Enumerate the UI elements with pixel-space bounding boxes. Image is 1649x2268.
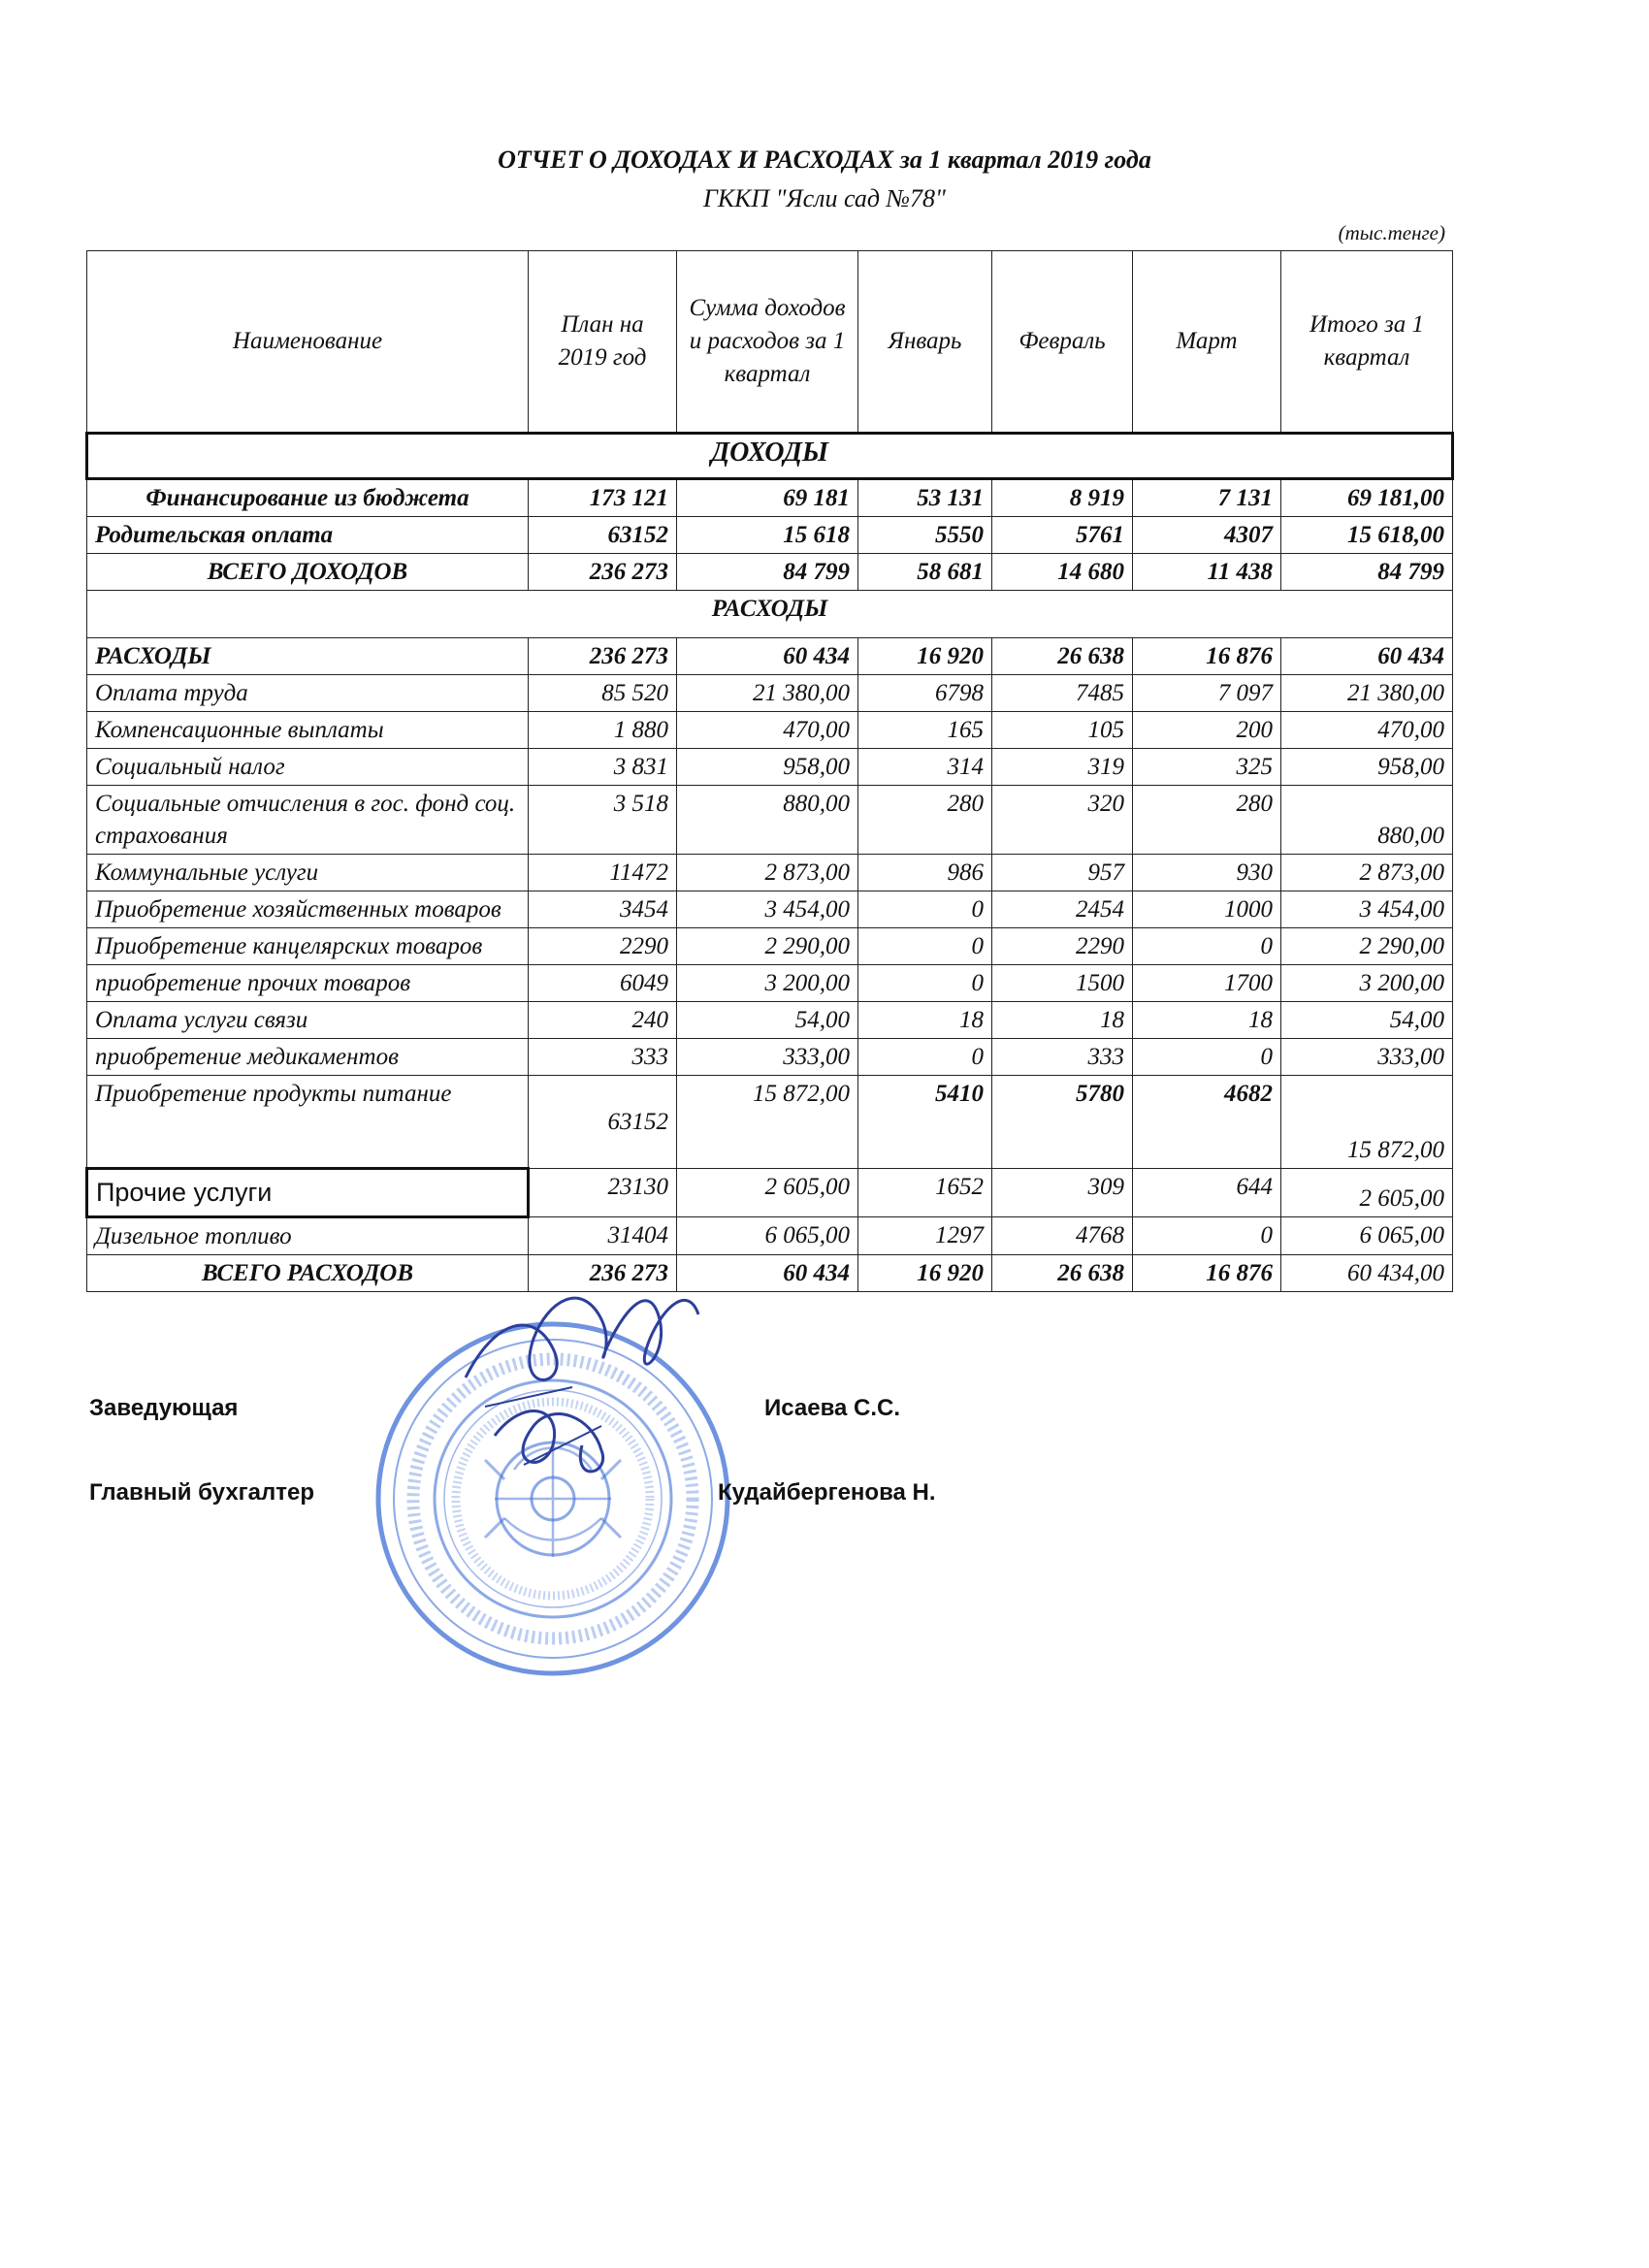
table-row [87,855,1453,891]
cell: 200 [1133,712,1281,749]
cell: 15 618,00 [1281,517,1453,554]
row-label: Приобретение хозяйственных товаров [87,891,529,928]
organization-name: ГККП "Ясли сад №78" [703,184,946,212]
row-label: Оплата услуги связи [87,1002,529,1039]
cell: 2454 [992,891,1133,928]
table-row [87,1169,1453,1217]
head-name-label: Исаева С.С. [764,1395,901,1421]
cell: 7 097 [1133,675,1281,712]
table-row [87,675,1453,712]
cell: 1652 [858,1169,992,1217]
table-row [87,712,1453,749]
row-label: приобретение прочих товаров [87,965,529,1002]
cell: 325 [1133,749,1281,786]
cell: 6 065,00 [1281,1217,1453,1255]
report-table [85,250,1454,1292]
row-label: Родительская оплата [87,517,529,554]
cell: 958,00 [1281,749,1453,786]
cell: 880,00 [1281,786,1453,855]
cell: 958,00 [677,749,858,786]
col-header-quarter-sum: Сумма доходов и расходов за 1 квартал [677,251,858,434]
cell: 333,00 [1281,1039,1453,1076]
row-label: Приобретение канцелярских товаров [87,928,529,965]
cell: 0 [858,891,992,928]
row-label: ВСЕГО РАСХОДОВ [87,1255,529,1292]
cell: 333 [529,1039,677,1076]
cell: 54,00 [677,1002,858,1039]
cell: 8 919 [992,479,1133,517]
table-row [87,479,1453,517]
cell: 2 605,00 [677,1169,858,1217]
table-row [87,517,1453,554]
expense-summary-row [87,638,1453,675]
cell: 18 [858,1002,992,1039]
cell: 0 [1133,928,1281,965]
table-row [87,786,1453,855]
table-row [87,1039,1453,1076]
cell: 5410 [858,1076,992,1169]
cell: 53 131 [858,479,992,517]
cell: 85 520 [529,675,677,712]
cell: 60 434,00 [1281,1255,1453,1292]
cell: 7 131 [1133,479,1281,517]
cell: 16 920 [858,1255,992,1292]
cell: 2 290,00 [1281,928,1453,965]
cell: 3 518 [529,786,677,855]
cell: 470,00 [1281,712,1453,749]
row-label: Коммунальные услуги [87,855,529,891]
cell: 2 873,00 [677,855,858,891]
cell: 320 [992,786,1133,855]
cell: 14 680 [992,554,1133,591]
cell: 0 [858,965,992,1002]
cell: 3 200,00 [1281,965,1453,1002]
cell: 1297 [858,1217,992,1255]
cell: 84 799 [1281,554,1453,591]
cell: 319 [992,749,1133,786]
row-label: Оплата труда [87,675,529,712]
cell: 1 880 [529,712,677,749]
cell: 2290 [529,928,677,965]
cell: 280 [1133,786,1281,855]
col-header-march: Март [1133,251,1281,434]
head-role-label: Заведующая [89,1395,239,1421]
cell: 880,00 [677,786,858,855]
table-row [87,891,1453,928]
accountant-name-label: Кудайбергенова Н. [718,1479,936,1506]
table-row [87,1002,1453,1039]
cell: 7485 [992,675,1133,712]
cell: 165 [858,712,992,749]
cell: 1500 [992,965,1133,1002]
cell: 16 876 [1133,638,1281,675]
units-label: (тыс.тенге) [1338,221,1445,244]
section-row-expense [87,591,1453,638]
table-row [87,1076,1453,1169]
cell: 15 872,00 [1281,1076,1453,1169]
cell: 18 [1133,1002,1281,1039]
section-title-income: ДОХОДЫ [87,434,1453,479]
cell: 309 [992,1169,1133,1217]
cell: 63152 [529,517,677,554]
cell: 1700 [1133,965,1281,1002]
cell: 105 [992,712,1133,749]
row-label: Социальный налог [87,749,529,786]
section-title-expense: РАСХОДЫ [87,591,1453,638]
cell: 236 273 [529,638,677,675]
cell: 60 434 [677,1255,858,1292]
cell: 58 681 [858,554,992,591]
cell: 54,00 [1281,1002,1453,1039]
cell: 236 273 [529,1255,677,1292]
cell: 63152 [529,1076,677,1169]
cell: 60 434 [1281,638,1453,675]
table-row [87,749,1453,786]
cell: 11 438 [1133,554,1281,591]
cell: 644 [1133,1169,1281,1217]
cell: 21 380,00 [677,675,858,712]
cell: 986 [858,855,992,891]
cell: 173 121 [529,479,677,517]
col-header-january: Январь [858,251,992,434]
cell: 236 273 [529,554,677,591]
cell: 15 618 [677,517,858,554]
cell: 333,00 [677,1039,858,1076]
cell: 26 638 [992,1255,1133,1292]
cell: 333 [992,1039,1133,1076]
signature-scribble-icon [456,1280,747,1513]
col-header-name: Наименование [87,251,529,434]
cell: 930 [1133,855,1281,891]
row-label: приобретение медикаментов [87,1039,529,1076]
cell: 240 [529,1002,677,1039]
cell: 11472 [529,855,677,891]
header-row [87,251,1453,434]
row-label: Прочие услуги [87,1169,529,1217]
cell: 3 200,00 [677,965,858,1002]
cell: 60 434 [677,638,858,675]
cell: 4768 [992,1217,1133,1255]
expense-total-row [87,1255,1453,1292]
cell: 6049 [529,965,677,1002]
cell: 6798 [858,675,992,712]
cell: 2 873,00 [1281,855,1453,891]
col-header-plan: План на 2019 год [529,251,677,434]
cell: 23130 [529,1169,677,1217]
cell: 1000 [1133,891,1281,928]
row-label: Компенсационные выплаты [87,712,529,749]
table-row [87,965,1453,1002]
report-title: ОТЧЕТ О ДОХОДАХ И РАСХОДАХ за 1 квартал 2019 года [498,146,1151,174]
table-row [87,1217,1453,1255]
cell: 5761 [992,517,1133,554]
row-label: Социальные отчисления в гос. фонд соц. страхования [87,786,529,855]
col-header-quarter-total: Итого за 1 квартал [1281,251,1453,434]
cell: 2 605,00 [1281,1169,1453,1217]
cell: 3 454,00 [1281,891,1453,928]
cell: 15 872,00 [677,1076,858,1169]
cell: 18 [992,1002,1133,1039]
accountant-role-label: Главный бухгалтер [89,1479,315,1506]
cell: 16 920 [858,638,992,675]
cell: 3 454,00 [677,891,858,928]
cell: 314 [858,749,992,786]
cell: 470,00 [677,712,858,749]
cell: 2290 [992,928,1133,965]
cell: 26 638 [992,638,1133,675]
cell: 2 290,00 [677,928,858,965]
cell: 3 831 [529,749,677,786]
cell: 280 [858,786,992,855]
cell: 5780 [992,1076,1133,1169]
row-label: Финансирование из бюджета [87,479,529,517]
cell: 0 [1133,1039,1281,1076]
cell: 69 181,00 [1281,479,1453,517]
cell: 5550 [858,517,992,554]
row-label: РАСХОДЫ [87,638,529,675]
cell: 0 [858,1039,992,1076]
col-header-february: Февраль [992,251,1133,434]
cell: 21 380,00 [1281,675,1453,712]
section-row-income [87,434,1453,479]
cell: 4682 [1133,1076,1281,1169]
cell: 69 181 [677,479,858,517]
cell: 6 065,00 [677,1217,858,1255]
row-label: Приобретение продукты питание [87,1076,529,1169]
cell: 84 799 [677,554,858,591]
cell: 31404 [529,1217,677,1255]
cell: 3454 [529,891,677,928]
income-total-row [87,554,1453,591]
table-row [87,928,1453,965]
row-label: ВСЕГО ДОХОДОВ [87,554,529,591]
cell: 0 [858,928,992,965]
cell: 16 876 [1133,1255,1281,1292]
cell: 957 [992,855,1133,891]
cell: 0 [1133,1217,1281,1255]
row-label: Дизельное топливо [87,1217,529,1255]
cell: 4307 [1133,517,1281,554]
